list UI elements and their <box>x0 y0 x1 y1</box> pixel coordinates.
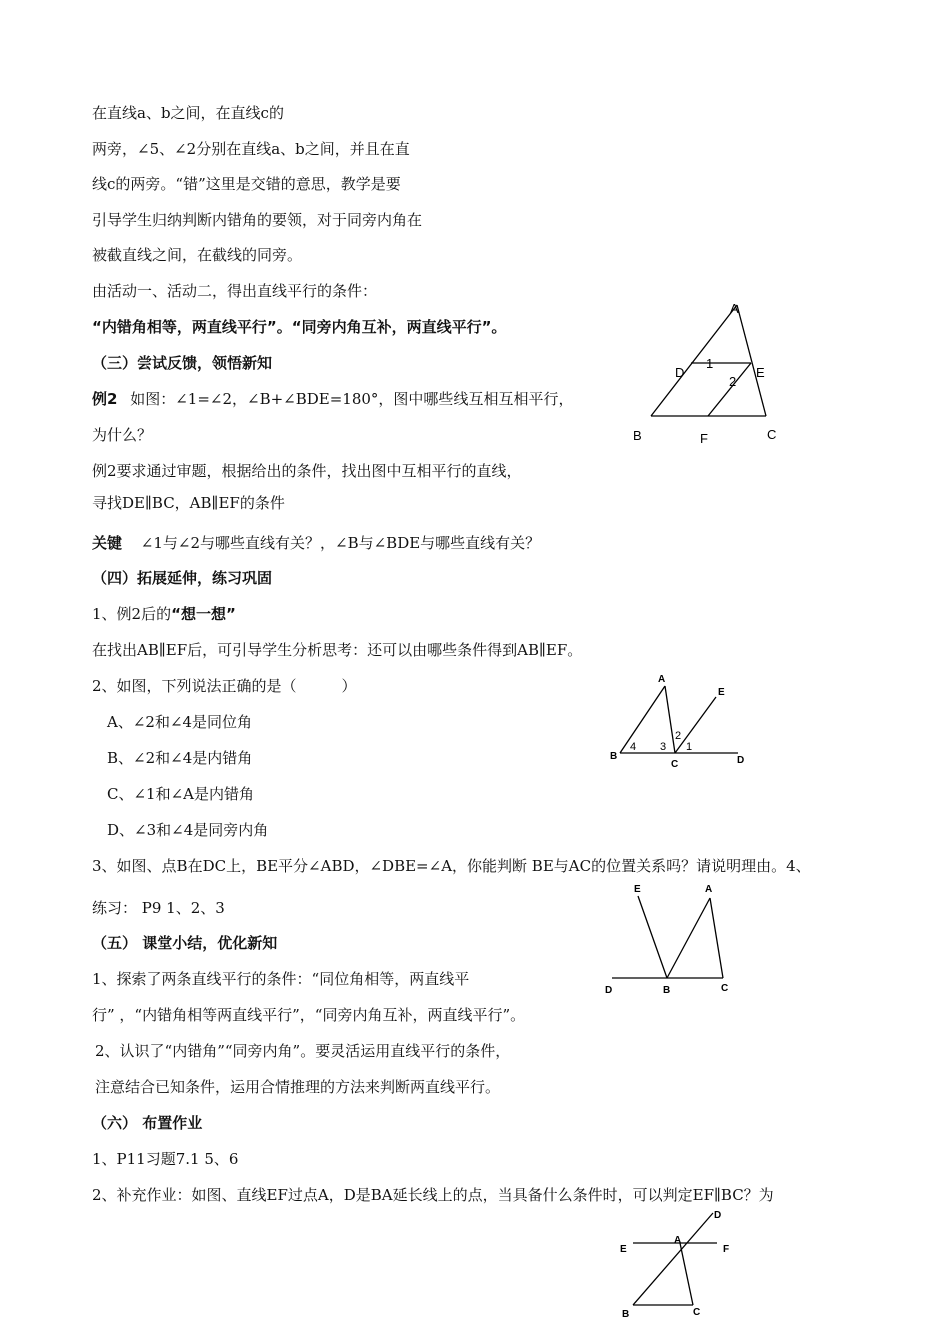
label-d: D <box>605 985 613 996</box>
label-f: F <box>723 1244 730 1255</box>
label-b: B <box>622 1309 630 1320</box>
section-heading-4: （四）拓展延伸，练习巩固 <box>92 569 273 587</box>
label-b: B <box>663 985 671 996</box>
line-bd <box>633 1213 713 1305</box>
label-c: C <box>693 1307 701 1318</box>
option-c: C、∠1和∠A是内错角 <box>107 785 254 803</box>
segment-ab <box>651 305 737 416</box>
label-d: D <box>737 755 745 766</box>
label-c: C <box>767 427 777 442</box>
label-c: C <box>671 759 679 770</box>
text-line: 线c的两旁。“错”这里是交错的意思，教学是要 <box>92 175 401 193</box>
label-d: D <box>714 1210 722 1221</box>
text-line: 在找出AB∥EF后，可引导学生分析思考：还可以由哪些条件得到AB∥EF。 <box>92 641 583 659</box>
text-line: 由活动一、活动二，得出直线平行的条件： <box>92 282 378 300</box>
angle-1-label: 1 <box>706 356 714 371</box>
summary-1-cont: 行” ，“内错角相等两直线平行”，“同旁内角互补，两直线平行”。 <box>92 1006 526 1024</box>
homework-2: 2、补充作业：如图、直线EF过点A，D是BA延长线上的点，当具备什么条件时，可以判定EF∥BC？为 <box>92 1186 774 1204</box>
angle-1-label: 1 <box>686 741 693 753</box>
option-b: B、∠2和∠4是内错角 <box>107 749 253 767</box>
angle-4-label: 4 <box>630 741 637 753</box>
think-line <box>92 604 236 624</box>
text-line: 两旁，∠5、∠2分别在直线a、b之间，并且在直 <box>92 140 410 158</box>
text-line: 被截直线之间，在截线的同旁。 <box>92 246 303 264</box>
text-line: 引导学生归纳判断内错角的要领，对于同旁内角在 <box>92 211 423 229</box>
label-b: B <box>633 428 642 443</box>
label-e: E <box>620 1244 627 1255</box>
label-e: E <box>756 365 765 380</box>
option-a: A、∠2和∠4是同位角 <box>107 713 253 731</box>
label-e: E <box>718 687 725 698</box>
text-line: 寻找DE∥BC，AB∥EF的条件 <box>92 494 285 512</box>
homework-1: 1、P11习题7.1 5、6 <box>92 1150 239 1168</box>
example-label: 例2 <box>92 390 118 408</box>
label-e: E <box>634 884 641 895</box>
angle-2-label: 2 <box>729 374 737 389</box>
segment-ba <box>667 898 710 978</box>
key-text: ∠1与∠2与哪些直线有关？，∠B与∠BDE与哪些直线有关？ <box>140 534 541 552</box>
example-2-line <box>92 389 573 409</box>
ray-ce <box>675 697 716 753</box>
section-heading-3: （三）尝试反馈，领悟新知 <box>92 354 273 372</box>
label-a: A <box>705 884 713 895</box>
figure-angles <box>600 670 760 775</box>
conclusion-heading: “内错角相等，两直线平行”。“同旁内角互补，两直线平行”。 <box>92 318 507 336</box>
figure-ef-through-a <box>615 1205 755 1320</box>
label-d: D <box>675 365 685 380</box>
figure-triangle-abc <box>625 295 785 450</box>
text-line: 例2要求通过审题，根据给出的条件，找出图中互相平行的直线， <box>92 462 522 480</box>
question-3: 3、如图、点B在DC上，BE平分∠ABD，∠DBE=∠A，你能判断 BE与AC的位置关系吗？请说明理由。4、 <box>92 857 811 875</box>
text-line: 为什么？ <box>92 426 153 444</box>
key-line <box>92 533 540 553</box>
label-c: C <box>721 983 729 994</box>
segment-ef <box>708 363 751 416</box>
example-text: 如图：∠1=∠2，∠B+∠BDE=180°，图中哪些线互相互相平行， <box>130 390 574 408</box>
segment-be <box>638 896 667 978</box>
segment-ac <box>710 898 723 978</box>
label-a: A <box>730 301 739 316</box>
summary-1: 1、探索了两条直线平行的条件：“同位角相等，两直线平 <box>92 970 470 988</box>
label-b: B <box>610 751 618 762</box>
segment-ab <box>620 686 665 753</box>
label-a: A <box>674 1235 682 1246</box>
option-d: D、∠3和∠4是同旁内角 <box>107 821 269 839</box>
think-title: “想一想” <box>171 605 236 623</box>
summary-2: 2、认识了“内错角”“同旁内角”。要灵活运用直线平行的条件， <box>95 1042 511 1060</box>
segment-ac <box>737 305 766 416</box>
angle-2-label: 2 <box>675 730 682 742</box>
key-label: 关键 <box>92 534 123 552</box>
summary-2-cont: 注意结合已知条件，运用合情推理的方法来判断两直线平行。 <box>95 1078 501 1096</box>
think-prefix: 1、例2后的 <box>92 605 172 623</box>
question-2: 2、如图，下列说法正确的是（ ） <box>92 677 357 695</box>
angle-3-label: 3 <box>660 741 667 753</box>
section-heading-5: （五） 课堂小结，优化新知 <box>92 934 278 952</box>
section-heading-6: （六） 布置作业 <box>92 1114 203 1132</box>
text-line: 在直线a、b之间，在直线c的 <box>92 104 284 122</box>
label-a: A <box>658 674 666 685</box>
segment-ac <box>665 686 675 753</box>
figure-bisector <box>600 878 740 998</box>
practice-line: 练习： P9 1、2、3 <box>92 899 225 917</box>
label-f: F <box>700 431 708 446</box>
segment-ac <box>680 1243 693 1305</box>
